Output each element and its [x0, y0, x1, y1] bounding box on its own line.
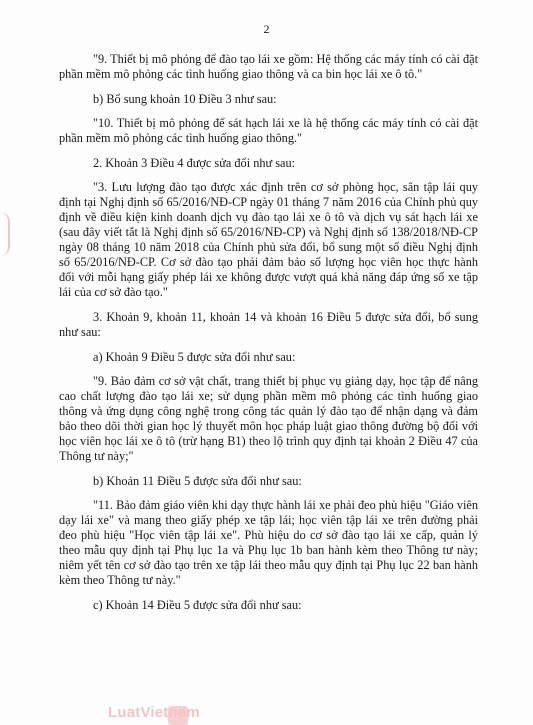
document-body [59, 52, 478, 622]
paragraph-item-3: "3. Lưu lượng đào tạo được xác định trên cơ sở phòng học, sân tập lái quy định tại Nghị định số 65/2016/NĐ-CP ngày 01 tháng 7 năm 2016 của Chính phủ quy định về điều kiện kinh doanh dịch vụ đào tạo lái xe ô tô và dịch vụ sát hạch lái xe (sau đây viết tắt là Nghị định số 65/2016/NĐ-CP) và Nghị định số 138/2018/NĐ-CP ngày 08 tháng 10 năm 2018 của Chính phủ sửa đổi, bổ sung một số điều Nghị định số 65/2016/NĐ-CP. Cơ sở đào tạo phải đảm bảo số lượng học viên học thực hành đối với mỗi hạng giấy phép lái xe không được vượt quá khả năng đáp ứng số xe tập lái của cơ sở đào tạo." [59, 180, 478, 299]
paragraph-item-10: "10. Thiết bị mô phỏng để sát hạch lái xe là hệ thống các máy tính có cài đặt phần mềm mô phỏng các tình huống giao thông." [59, 116, 478, 145]
paragraph-heading-b: b) Bổ sung khoản 10 Điều 3 như sau: [93, 92, 277, 106]
margin-stamp-mark [0, 212, 10, 256]
paragraph-heading-a: a) Khoản 9 Điều 5 được sửa đổi như sau: [93, 350, 296, 364]
paragraph-heading-2: 2. Khoản 3 Điều 4 được sửa đổi như sau: [93, 156, 296, 170]
paragraph-heading-b2: b) Khoản 11 Điều 5 được sửa đổi như sau: [93, 474, 302, 488]
paragraph-heading-c: c) Khoản 14 Điều 5 được sửa đổi như sau: [93, 598, 302, 612]
paragraph-clause-11: "11. Bảo đảm giáo viên khi dạy thực hành lái xe phải đeo phù hiệu "Giáo viên dạy lái xe" và mang theo giấy phép xe tập lái; học viên tập lái xe trên đường phải đeo phù hiệu "Học viên tập lái xe". Phù hiệu do cơ sở đào tạo lái xe cấp, quản lý theo mẫu quy định tại Phụ lục 1a và Phụ lục 1b ban hành kèm theo Thông tư này; niêm yết tên cơ sở đào tạo trên xe tập lái theo mẫu quy định tại Phụ lục 22 ban hành kèm theo Thông tư này." [59, 498, 478, 587]
watermark-text: LuatVietnam [108, 704, 200, 721]
page-number: 2 [263, 22, 270, 36]
paragraph-item-9: "9. Thiết bị mô phỏng để đào tạo lái xe gồm: Hệ thống các máy tính có cài đặt phần mềm mô phỏng các tình huống giao thông và ca bin học lái xe ô tô." [59, 52, 478, 81]
paragraph-heading-3: 3. Khoản 9, khoản 11, khoản 14 và khoản 16 Điều 5 được sửa đổi, bổ sung như sau: [59, 310, 478, 339]
paragraph-clause-9: "9. Bảo đảm cơ sở vật chất, trang thiết bị phục vụ giảng dạy, học tập để nâng cao chất lượng đào tạo lái xe; sử dụng phần mềm mô phỏng các tình huống giao thông và ứng dụng công nghệ trong công tác quản lý đào tạo để nhận dạng và đảm bảo theo dõi thời gian học lý thuyết môn học pháp luật giao thông đường bộ đối với học viên học lái xe ô tô (trừ hạng B1) theo lộ trình quy định tại khoản 2 Điều 47 của Thông tư này;" [59, 374, 478, 463]
